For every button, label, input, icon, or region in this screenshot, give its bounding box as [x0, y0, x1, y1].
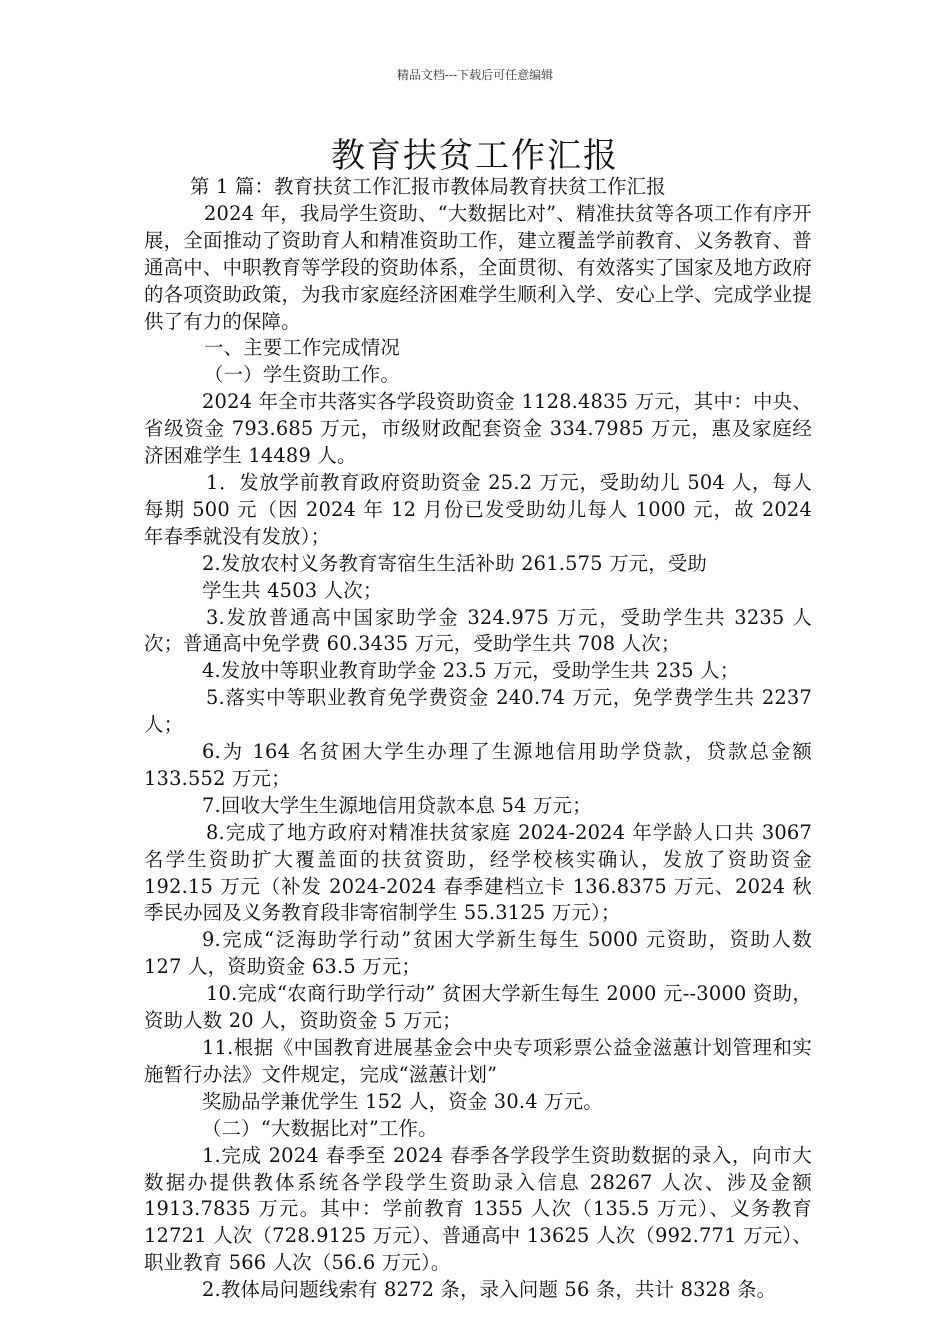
- document-title: 教育扶贫工作汇报: [331, 136, 619, 176]
- list-item: 2.发放农村义务教育寄宿生生活补助 261.575 万元，受助: [202, 551, 708, 575]
- list-item-continuation: 奖励品学兼优学生 152 人，资金 30.4 万元。: [202, 1089, 603, 1113]
- list-item: 11.根据《中国教育进展基金会中央专项彩票公益金滋蕙计划管理和实施暂行办法》文件规定，完成“滋蕙计划”: [144, 1036, 812, 1086]
- section-heading: 第 1 篇：教育扶贫工作汇报市教体局教育扶贫工作汇报: [190, 175, 666, 198]
- list-item-continuation: 学生共 4503 人次；: [202, 578, 383, 602]
- list-item: 10.完成“农商行助学行动” 贫困大学新生每生 2000 元--3000 资助，资助人数 20 人，资助资金 5 万元；: [144, 982, 812, 1033]
- document-body: [144, 174, 812, 1304]
- intro-paragraph: 2024 年，我局学生资助、“大数据比对”、精准扶贫等各项工作有序开展，全面推动了资助育人和精准资助工作，建立覆盖学前教育、义务教育、普通高中、中职教育等学段的资助体系，全面贯彻、有效落实了国家及地方政府的各项资助政策，为我市家庭经济困难学生顺利入学、安心上学、完成学业提供了有力的保障。: [144, 201, 812, 333]
- subsection-heading: （一）学生资助工作。: [204, 363, 400, 387]
- list-item: 7.回收大学生生源地信用贷款本息 54 万元；: [202, 793, 592, 817]
- list-item: 3.发放普通高中国家助学金 324.975 万元，受助学生共 3235 人次；普通高中免学费 60.3435 万元，受助学生共 708 人次；: [144, 605, 812, 656]
- subsection-heading: （二）“大数据比对”工作。: [202, 1116, 438, 1140]
- list-item: 6.为 164 名贫困大学生办理了生源地信用助学贷款，贷款总金额 133.552 万元；: [144, 740, 812, 790]
- list-item: 8.完成了地方政府对精准扶贫家庭 2024-2024 年学龄人口共 3067 名学生资助扩大覆盖面的扶贫资助，经学校核实确认，发放了资助资金 192.15 万元（补发 2024-2024 春季建档立卡 136.8375 万元、2024 秋季民办园及义务教育段非寄宿制学生 55.3125 万元）；: [144, 820, 812, 925]
- list-item: 9.完成“泛海助学行动”贫困大学新生每生 5000 元资助，资助人数 127 人，资助资金 63.5 万元；: [144, 928, 812, 979]
- body-paragraph: 2024 年全市共落实各学段资助资金 1128.4835 万元，其中：中央、省级资金 793.685 万元，市级财政配套资金 334.7985 万元，惠及家庭经济困难学生 14489 人。: [144, 390, 812, 468]
- list-item: 2.教体局问题线索有 8272 条，录入问题 56 条，共计 8328 条。: [202, 1278, 777, 1302]
- section-heading: 一、主要工作完成情况: [204, 336, 400, 360]
- list-item: 5.落实中等职业教育免学费资金 240.74 万元，免学费学生共 2237 人；: [144, 686, 812, 737]
- list-item: 1．发放学前教育政府资助资金 25.2 万元，受助幼儿 504 人，每人每期 500 元（因 2024 年 12 月份已发受助幼儿每人 1000 元，故 2024 年春季就没有发放）；: [144, 470, 812, 548]
- list-item: 4.发放中等职业教育助学金 23.5 万元，受助学生共 235 人；: [202, 659, 740, 683]
- list-item: 1.完成 2024 春季至 2024 春季各学段学生资助数据的录入，向市大数据办提供教体系统各学段学生资助录入信息 28267 人次、涉及金额 1913.7835 万元。其中：学前教育 1355 人次（135.5 万元）、义务教育 12721 人次（728.9125 万元）、普通高中 13625 人次（992.771 万元）、职业教育 566 人次（56.6 万元）。: [144, 1143, 812, 1275]
- page-header: 精品文档---下载后可任意编辑: [396, 68, 554, 82]
